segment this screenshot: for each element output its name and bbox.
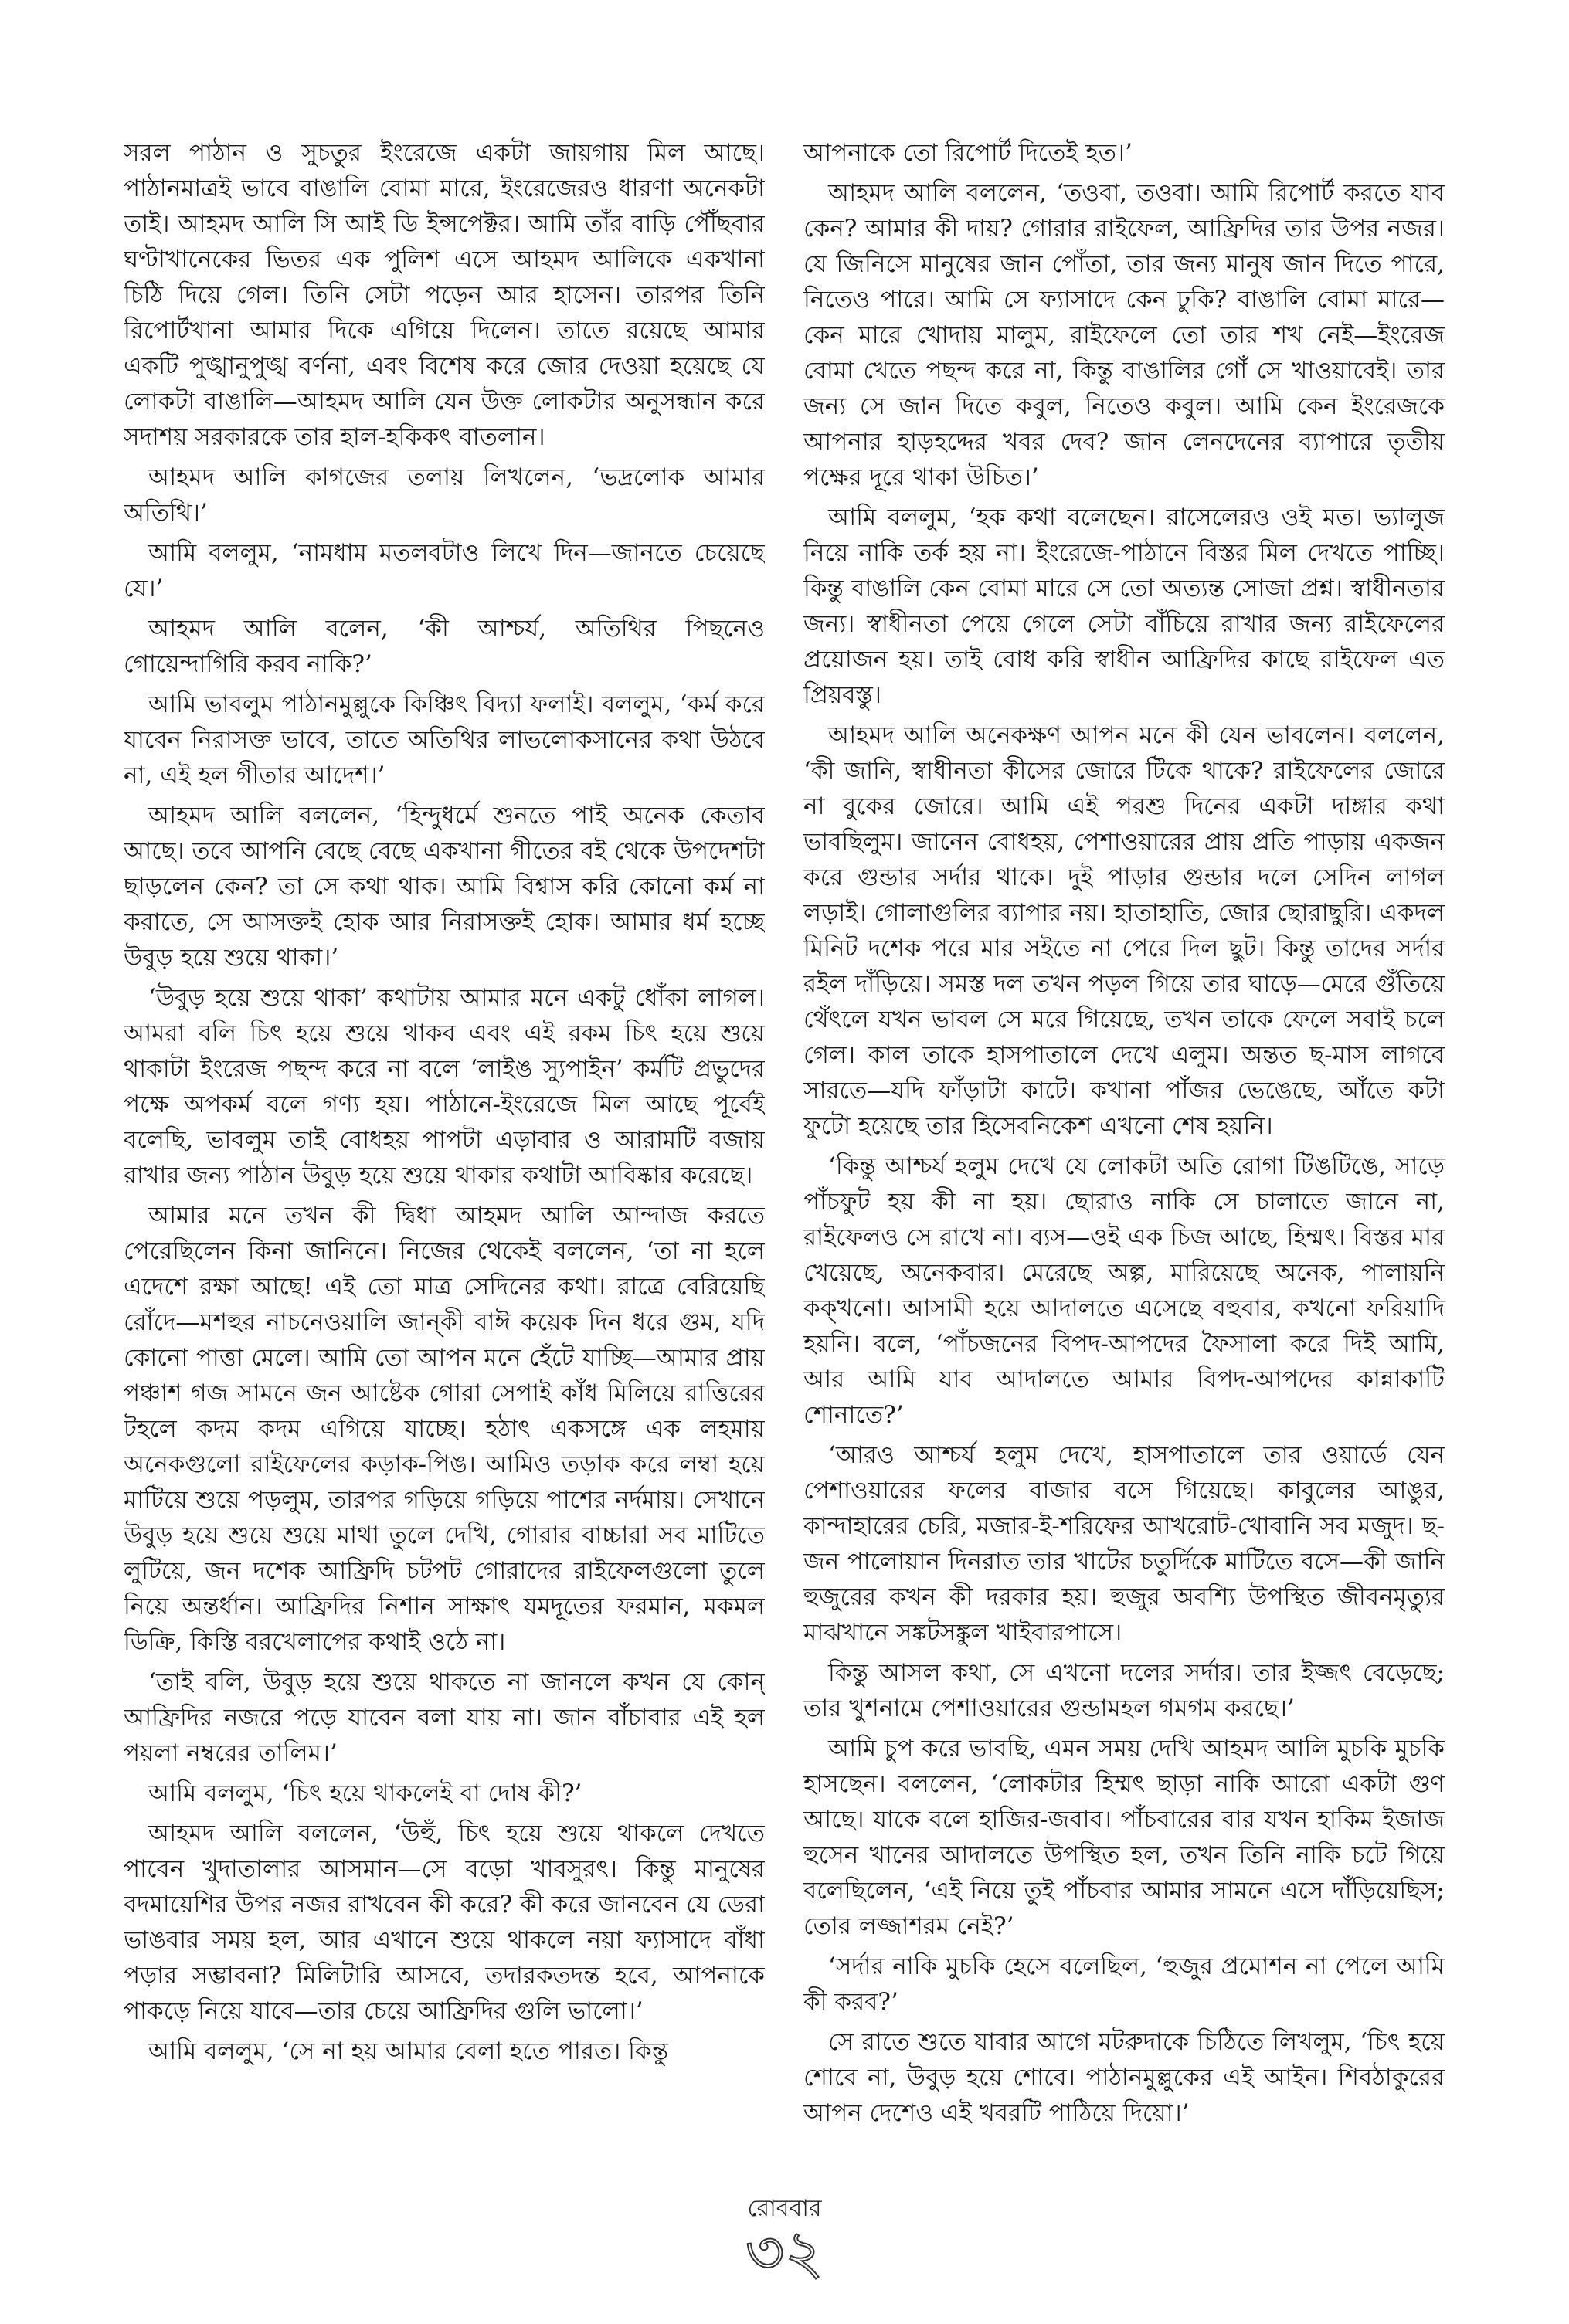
paragraph: ‘কিন্তু আশ্চর্য হলুম দেখে যে লোকটা অতি রোগা টিঙটিঙে, সাড়ে পাঁচফুট হয় কী না হয়। ছোরাও নাকি সে চালাতে জানে না, রাইফেলও সে রাখে না। ব্যস—ওই এক চিজ আছে, হিম্মৎ। বিস্তর মার খেয়েছে, অনেকবার। মেরেছে অল্প, মারিয়েছে অনেক, পালায়নি কক্খনো। আসামী হয়ে আদালতে এসেছে বহুবার, কখনো ফরিয়াদি হয়নি। বলে, ‘পাঁচজনের বিপদ-আপদের ফৈসালা করে দিই আমি, আর আমি যাব আদালতে আমার বিপদ-আপদের কান্নাকাটি শোনাতে?’ [803,1152,1445,1429]
paragraph: ‘তাই বলি, উবুড় হয়ে শুয়ে থাকতে না জানলে কখন যে কোন্ আফ্রিদির নজরে পড়ে যাবেন বলা যায় না। জান বাঁচাবার এই হল পয়লা নম্বরের তালিম।’ [124,1668,765,1767]
paragraph: আমি বললুম, ‘নামধাম মতলবটাও লিখে দিন—জানতে চেয়েছে যে।’ [124,539,765,602]
paragraph: আহমদ আলি বললেন, ‘হিন্দুধর্মে শুনতে পাই অনেক কেতাব আছে। তবে আপনি বেছে বেছে একখানা গীতের বই থেকে উপদেশটা ছাড়লেন কেন? তা সে কথা থাক। আমি বিশ্বাস করি কোনো কর্ম না করাতে, সে আসক্তই হোক আর নিরাসক্তই হোক। আমার ধর্ম হচ্ছে উবুড় হয়ে শুয়ে থাকা।’ [124,802,765,972]
magazine-name: রোববার [747,2195,822,2222]
paragraph: ‘সর্দার নাকি মুচকি হেসে বলেছিল, ‘হুজুর প্রমোশন না পেলে আমি কী করব?’ [803,1952,1445,2016]
paragraph: আমি বললুম, ‘সে না হয় আমার বেলা হতে পারত। কিন্তু [148,2037,669,2065]
paragraph: আপনাকে তো রিপোর্ট দিতেই হত।’ [803,139,1133,167]
paragraph: আহমদ আলি বললেন, ‘উহুঁ, চিৎ হয়ে শুয়ে থাকলে দেখতে পাবেন খুদাতালার আসমান—সে বড়ো খাবসুরৎ। কিন্তু মানুষের বদমায়েশির উপর নজর রাখবেন কী করে? কী করে জানবেন যে ডেরা ভাঙবার সময় হল, আর এখানে শুয়ে থাকলে নয়া ফ্যাসাদে বাঁধা পড়ার সম্ভাবনা? মিলিটারি আসবে, তদারকতদন্ত হবে, আপনাকে পাকড়ে নিয়ে যাবে—তার চেয়ে আফ্রিদির গুলি ভালো।’ [124,1820,765,2025]
paragraph: কিন্তু আসল কথা, সে এখনো দলের সর্দার। তার ইজ্জৎ বেড়েছে; তার খুশনামে পেশাওয়ারের গুন্ডামহল গমগম করছে।’ [803,1659,1445,1722]
paragraph: ‘উবুড় হয়ে শুয়ে থাকা’ কথাটায় আমার মনে একটু ধোঁকা লাগল। আমরা বলি চিৎ হয়ে শুয়ে থাকব এবং এই রকম চিৎ হয়ে শুয়ে থাকাটা ইংরেজ পছন্দ করে না বলে ‘লাইঙ স্যুপাইন’ কর্মটি প্রভুদের পক্ষে অপকর্ম বলে গণ্য হয়। পাঠানে-ইংরেজে মিল আছে পূর্বেই বলেছি, ভাবলুম তাই বোধহয় পাপটা এড়াবার ও আরামটি বজায় রাখার জন্য পাঠান উবুড় হয়ে শুয়ে থাকার কথাটা আবিষ্কার করেছে। [124,984,765,1189]
paragraph: আহমদ আলি কাগজের তলায় লিখলেন, ‘ভদ্রলোক আমার অতিথি।’ [124,463,765,527]
page-number: ৩২ [745,2218,824,2288]
left-column [124,135,765,2174]
paragraph: আমি বললুম, ‘হক কথা বলেছেন। রাসেলেরও ওই মত। ভ্যালুজ নিয়ে নাকি তর্ক হয় না। ইংরেজে-পাঠানে বিস্তর মিল দেখতে পাচ্ছি। কিন্তু বাঙালি কেন বোমা মারে সে তো অত্যন্ত সোজা প্রশ্ন। স্বাধীনতার জন্য। স্বাধীনতা পেয়ে গেলে সেটা বাঁচিয়ে রাখার জন্য রাইফেলের প্রয়োজন হয়। তাই বোধ করি স্বাধীন আফ্রিদির কাছে রাইফেল এত প্রিয়বস্তু। [803,504,1445,709]
right-column [803,135,1445,2174]
paragraph: আহমদ আলি বললেন, ‘তওবা, তওবা। আমি রিপোর্ট করতে যাব কেন? আমার কী দায়? গোরার রাইফেল, আফ্রিদির তার উপর নজর। যে জিনিসে মানুষের জান পোঁতা, তার জন্য মানুষ জান দিতে পারে, নিতেও পারে। আমি সে ফ্যাসাদে কেন ঢুকি? বাঙালি বোমা মারে—কেন মারে খোদায় মালুম, রাইফেলে তো তার শখ নেই—ইংরেজ বোমা খেতে পছন্দ করে না, কিন্তু বাঙালির গোঁ সে খাওয়াবেই। তার জন্য সে জান দিতে কবুল, নিতেও কবুল। আমি কেন ইংরেজকে আপনার হাড়হদ্দের খবর দেব? জান লেনদেনের ব্যাপারে তৃতীয় পক্ষের দূরে থাকা উচিত।’ [803,179,1445,491]
paragraph: আমি বললুম, ‘চিৎ হয়ে থাকলেই বা দোষ কী?’ [148,1779,582,1807]
paragraph: আহমদ আলি অনেকক্ষণ আপন মনে কী যেন ভাবলেন। বললেন, ‘কী জানি, স্বাধীনতা কীসের জোরে টিকে থাকে? রাইফেলের জোরে না বুকের জোরে। আমি এই পরশু দিনের একটা দাঙ্গার কথা ভাবছিলুম। জানেন বোধহয়, পেশাওয়ারের প্রায় প্রতি পাড়ায় একজন করে গুন্ডার সর্দার থাকে। দুই পাড়ার গুন্ডার দলে সেদিন লাগল লড়াই। গোলাগুলির ব্যাপার নয়। হাতাহাতি, জোর ছোরাছুরি। একদল মিনিট দশেক পরে মার সইতে না পেরে দিল ছুট। কিন্তু তাদের সর্দার রইল দাঁড়িয়ে। সমস্ত দল তখন পড়ল গিয়ে তার ঘাড়ে—মেরে গুঁতিয়ে থেঁৎলে যখন ভাবল সে মরে গিয়েছে, তখন তাকে ফেলে সবাই চলে গেল। কাল তাকে হাসপাতালে দেখে এলুম। অন্তত ছ-মাস লাগবে সারতে—যদি ফাঁড়াটা কাটে। কখানা পাঁজর ভেঙেছে, আঁতে কটা ফুটো হয়েছে তার হিসেবনিকেশ এখনো শেষ হয়নি। [803,721,1445,1140]
paragraph: সরল পাঠান ও সুচতুর ইংরেজে একটা জায়গায় মিল আছে। পাঠানমাত্রই ভাবে বাঙালি বোমা মারে, ইংরেজেরও ধারণা অনেকটা তাই। আহমদ আলি সি আই ডি ইন্সপেক্টর। আমি তাঁর বাড়ি পৌঁছবার ঘণ্টাখানেকের ভিতর এক পুলিশ এসে আহমদ আলিকে একখানা চিঠি দিয়ে গেল। তিনি সেটা পড়েন আর হাসেন। তারপর তিনি রিপোর্টখানা আমার দিকে এগিয়ে দিলেন। তাতে রয়েছে আমার একটি পুঙ্খানুপুঙ্খ বর্ণনা, এবং বিশেষ করে জোর দেওয়া হয়েছে যে লোকটা বাঙালি—আহমদ আলি যেন উক্ত লোকটার অনুসন্ধান করে সদাশয় সরকারকে তার হাল-হকিকৎ বাতলান। [124,139,765,451]
paragraph: আমার মনে তখন কী দ্বিধা আহমদ আলি আন্দাজ করতে পেরেছিলেন কিনা জানিনে। নিজের থেকেই বললেন, ‘তা না হলে এদেশে রক্ষা আছে! এই তো মাত্র সেদিনের কথা। রাত্রে বেরিয়েছি রোঁদে—মশহুর নাচনেওয়ালি জান্কী বাঈ কয়েক দিন ধরে গুম, যদি কোনো পাত্তা মেলে। আমি তো আপন মনে হেঁটে যাচ্ছি—আমার প্রায় পঞ্চাশ গজ সামনে জন আষ্টেক গোরা সেপাই কাঁধ মিলিয়ে রাত্তিরের টহলে কদম কদম এগিয়ে যাচ্ছে। হঠাৎ একসঙ্গে এক লহমায় অনেকগুলো রাইফেলের কড়াক-পিঙ। আমিও তড়াক করে লম্বা হয়ে মাটিয়ে শুয়ে পড়লুম, তারপর গড়িয়ে গড়িয়ে পাশের নর্দমায়। সেখানে উবুড় হয়ে শুয়ে শুয়ে মাথা তুলে দেখি, গোরার বাচ্চারা সব মাটিতে লুটিয়ে, জন দশেক আফ্রিদি চটপট গোরাদের রাইফেলগুলো তুলে নিয়ে অন্তর্ধান। আফ্রিদির নিশান সাক্ষাৎ যমদূতের ফরমান, মকমল ডিক্রি, কিস্তি বরখেলাপের কথাই ওঠে না। [124,1202,765,1656]
paragraph: ‘আরও আশ্চর্য হলুম দেখে, হাসপাতালে তার ওয়ার্ডে যেন পেশাওয়ারের ফলের বাজার বসে গিয়েছে। কাবুলের আঙুর, কান্দাহারের চেরি, মজার-ই-শরিফের আখরোট-খোবানি সব মজুদ। ছ-জন পালোয়ান দিনরাত তার খাটের চতুর্দিকে মাটিতে বসে—কী জানি হুজুরের কখন কী দরকার হয়। হুজুর অবশ্যি উপস্থিত জীবনমৃত্যুর মাঝখানে সঙ্কটসঙ্কুল খাইবারপাসে। [803,1441,1445,1647]
paragraph: সে রাতে শুতে যাবার আগে মটরুদাকে চিঠিতে লিখলুম, ‘চিৎ হয়ে শোবে না, উবুড় হয়ে শোবে। পাঠানমুল্লুকের এই আইন। শিবঠাকুরের আপন দেশেও এই খবরটি পাঠিয়ে দিয়ো।’ [803,2028,1445,2127]
paragraph: আমি ভাবলুম পাঠানমুল্লুকে কিঞ্চিৎ বিদ্যা ফলাই। বললুম, ‘কর্ম করে যাবেন নিরাসক্ত ভাবে, তাতে অতিথির লাভলোকসানের কথা উঠবে না, এই হল গীতার আদেশ।’ [124,690,765,789]
paragraph: আমি চুপ করে ভাবছি, এমন সময় দেখি আহমদ আলি মুচকি মুচকি হাসছেন। বললেন, ‘লোকটার হিম্মৎ ছাড়া নাকি আরো একটা গুণ আছে। যাকে বলে হাজির-জবাব। পাঁচবারের বার যখন হাকিম ইজাজ হুসেন খানের আদালতে উপস্থিত হল, তখন তিনি নাকি চটে গিয়ে বলেছিলেন, ‘এই নিয়ে তুই পাঁচবার আমার সামনে এসে দাঁড়িয়েছিস; তোর লজ্জাশরম নেই?’ [803,1735,1445,1940]
paragraph: আহমদ আলি বলেন, ‘কী আশ্চর্য, অতিথির পিছনেও গোয়েন্দাগিরি করব নাকি?’ [124,615,765,678]
